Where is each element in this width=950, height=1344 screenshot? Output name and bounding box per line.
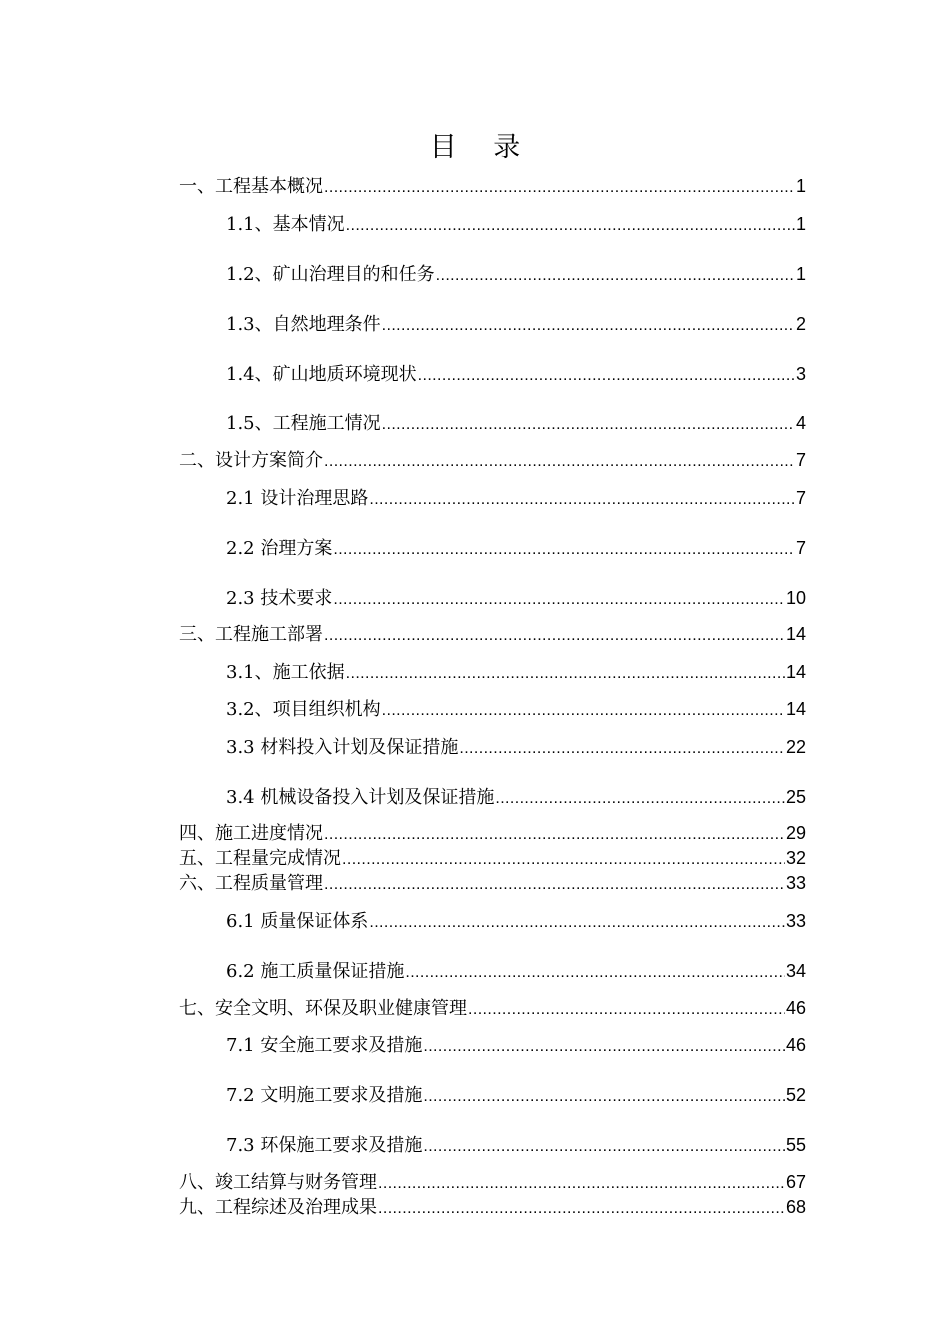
- toc-dot-leader: [382, 413, 795, 437]
- toc-section-entry[interactable]: [226, 486, 806, 510]
- toc-dot-leader: [382, 314, 795, 338]
- toc-page-number: 52: [785, 1085, 806, 1105]
- toc-page-number: 29: [785, 823, 806, 843]
- toc-page-number: 1: [795, 214, 806, 234]
- toc-section-entry[interactable]: [226, 735, 806, 759]
- toc-entry-label: 3.1、施工依据: [226, 662, 345, 683]
- toc-section-entry[interactable]: [226, 1083, 806, 1107]
- toc-entry-label: 1.4、矿山地质环境现状: [226, 364, 417, 385]
- toc-section-entry[interactable]: [226, 262, 806, 286]
- toc-entry-label: 7.3 环保施工要求及措施: [226, 1135, 423, 1156]
- toc-dot-leader: [418, 364, 795, 388]
- toc-section-entry[interactable]: [226, 536, 806, 560]
- toc-section-entry[interactable]: [226, 785, 806, 809]
- toc-dot-leader: [423, 1135, 785, 1159]
- toc-section-entry[interactable]: [226, 362, 806, 386]
- toc-page-number: 33: [785, 873, 806, 893]
- toc-entry-label: 3.4 机械设备投入计划及保证措施: [226, 787, 495, 808]
- toc-entry-label: 1.5、工程施工情况: [226, 413, 381, 434]
- toc-chapter-entry[interactable]: [179, 846, 806, 870]
- toc-page-number: 34: [785, 961, 806, 981]
- toc-chapter-entry[interactable]: [179, 622, 806, 646]
- toc-section-entry[interactable]: [226, 312, 806, 336]
- toc-entry-label: 6.2 施工质量保证措施: [226, 961, 405, 982]
- toc-dot-leader: [495, 787, 785, 811]
- toc-page-number: 25: [785, 787, 806, 807]
- toc-entry-label: 7.2 文明施工要求及措施: [226, 1085, 423, 1106]
- toc-section-entry[interactable]: [226, 212, 806, 236]
- toc-entry-label: 1.2、矿山治理目的和任务: [226, 264, 435, 285]
- toc-page-number: 1: [795, 176, 806, 196]
- toc-entry-label: 2.1 设计治理思路: [226, 488, 369, 509]
- toc-entry-label: 3.2、项目组织机构: [226, 699, 381, 720]
- toc-dot-leader: [346, 662, 785, 686]
- toc-page-number: 4: [795, 413, 806, 433]
- toc-dot-leader: [346, 214, 795, 238]
- toc-dot-leader: [342, 848, 785, 872]
- toc-dot-leader: [324, 624, 785, 648]
- toc-dot-leader: [436, 264, 795, 288]
- toc-dot-leader: [405, 961, 785, 985]
- toc-dot-leader: [324, 450, 795, 474]
- toc-page-number: 14: [785, 662, 806, 682]
- toc-dot-leader: [378, 1197, 785, 1221]
- toc-page-number: 55: [785, 1135, 806, 1155]
- toc-entry-label: 六、工程质量管理: [179, 873, 323, 894]
- toc-section-entry[interactable]: [226, 411, 806, 435]
- toc-entry-label: 3.3 材料投入计划及保证措施: [226, 737, 459, 758]
- toc-entry-label: 2.2 治理方案: [226, 538, 333, 559]
- toc-section-entry[interactable]: [226, 660, 806, 684]
- toc-page-number: 10: [785, 588, 806, 608]
- toc-page-number: 32: [785, 848, 806, 868]
- toc-section-entry[interactable]: [226, 1133, 806, 1157]
- toc-page-number: 33: [785, 911, 806, 931]
- toc-entry-label: 二、设计方案简介: [179, 450, 323, 471]
- toc-dot-leader: [423, 1085, 785, 1109]
- toc-entry-label: 2.3 技术要求: [226, 588, 333, 609]
- toc-chapter-entry[interactable]: [179, 174, 806, 198]
- toc-dot-leader: [468, 998, 785, 1022]
- toc-section-entry[interactable]: [226, 586, 806, 610]
- toc-dot-leader: [382, 699, 785, 723]
- toc-section-entry[interactable]: [226, 909, 806, 933]
- toc-chapter-entry[interactable]: [179, 1195, 806, 1219]
- toc-dot-leader: [459, 737, 785, 761]
- toc-dot-leader: [333, 588, 785, 612]
- toc-page-number: 3: [795, 364, 806, 384]
- toc-entry-label: 三、工程施工部署: [179, 624, 323, 645]
- toc-page-number: 67: [785, 1172, 806, 1192]
- toc-entry-label: 1.3、自然地理条件: [226, 314, 381, 335]
- toc-dot-leader: [378, 1172, 785, 1196]
- toc-entry-label: 五、工程量完成情况: [179, 848, 341, 869]
- toc-chapter-entry[interactable]: [179, 821, 806, 845]
- toc-page-number: 7: [795, 450, 806, 470]
- toc-page-number: 14: [785, 624, 806, 644]
- toc-page-number: 2: [795, 314, 806, 334]
- toc-page-number: 14: [785, 699, 806, 719]
- toc-entry-label: 九、工程综述及治理成果: [179, 1197, 377, 1218]
- toc-page-number: 22: [785, 737, 806, 757]
- toc-page-number: 1: [795, 264, 806, 284]
- toc-dot-leader: [423, 1035, 785, 1059]
- toc-entry-label: 一、工程基本概况: [179, 176, 323, 197]
- toc-dot-leader: [324, 873, 785, 897]
- toc-chapter-entry[interactable]: [179, 1170, 806, 1194]
- toc-entry-label: 1.1、基本情况: [226, 214, 345, 235]
- toc-section-entry[interactable]: [226, 959, 806, 983]
- toc-entry-label: 四、施工进度情况: [179, 823, 323, 844]
- toc-entry-label: 七、安全文明、环保及职业健康管理: [179, 998, 467, 1019]
- toc-dot-leader: [369, 911, 785, 935]
- toc-dot-leader: [324, 823, 785, 847]
- toc-dot-leader: [333, 538, 795, 562]
- toc-page-number: 46: [785, 1035, 806, 1055]
- toc-chapter-entry[interactable]: [179, 448, 806, 472]
- toc-section-entry[interactable]: [226, 1033, 806, 1057]
- toc-entry-label: 6.1 质量保证体系: [226, 911, 369, 932]
- toc-page-number: 7: [795, 488, 806, 508]
- toc-chapter-entry[interactable]: [179, 996, 806, 1020]
- toc-page-number: 7: [795, 538, 806, 558]
- toc-entry-label: 7.1 安全施工要求及措施: [226, 1035, 423, 1056]
- toc-dot-leader: [369, 488, 795, 512]
- toc-chapter-entry[interactable]: [179, 871, 806, 895]
- toc-entry-label: 八、竣工结算与财务管理: [179, 1172, 377, 1193]
- toc-dot-leader: [324, 176, 795, 200]
- toc-title: 目 录: [429, 132, 535, 163]
- toc-page-number: 46: [785, 998, 806, 1018]
- toc-page-number: 68: [785, 1197, 806, 1217]
- toc-section-entry[interactable]: [226, 697, 806, 721]
